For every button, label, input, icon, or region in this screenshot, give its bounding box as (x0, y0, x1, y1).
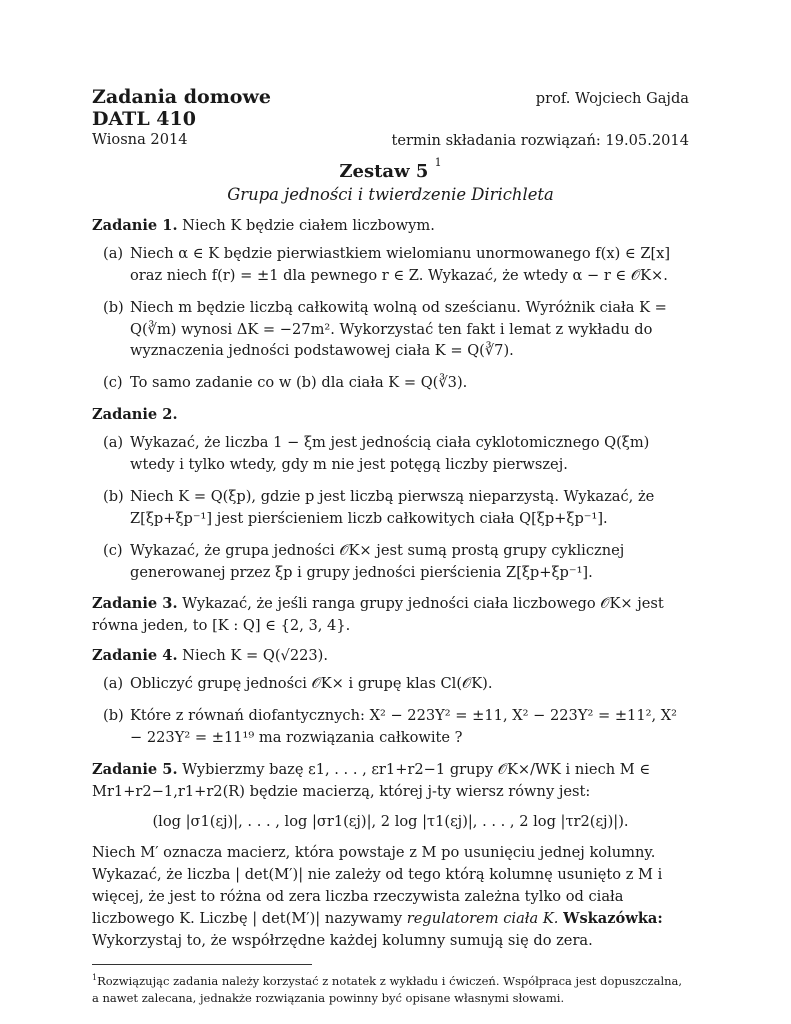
task-1 (92, 215, 689, 394)
hint-label: Wskazówka: (563, 910, 663, 928)
item-label: (a) (103, 675, 124, 693)
item-text: Niech m będzie liczbą całkowitą wolną od sześcianu. Wyróżnik ciała K = Q(∛m) wynosi ΔK = −27m². Wykorzystać ten fakt i lemat z wykładu do wyznaczenia jedności podstawowej ciała K = Q(∛7). (130, 298, 667, 360)
professor-name: prof. Wojciech Gajda (535, 90, 689, 107)
task-5 (92, 759, 689, 952)
task-4-heading: Zadanie 4. (92, 647, 178, 665)
task-5-body-text: Niech M′ oznacza macierz, która powstaje z M po usunięciu jednej kolumny. Wykazać, że liczba | det(M′)| nie zależy od tego którą kolumnę usunięto z M i więcej, że jest to różna od zera liczba rzeczywista zależna tylko od ciała liczbowego K. Liczbę | det(M′)| nazywamy (92, 844, 663, 928)
document-header (92, 86, 689, 148)
item-text: Które z równań diofantycznych: X² − 223Y² = ±11, X² − 223Y² = ±11², X² − 223Y² = ±11¹⁹ ma rozwiązania całkowite ? (130, 707, 677, 746)
hint-text: Wykorzystaj to, że współrzędne każdej kolumny sumują się do zera. (92, 932, 593, 950)
item-text: Niech K = Q(ξp), gdzie p jest liczbą pierwszą nieparzystą. Wykazać, że Z[ξp+ξp⁻¹] jest pierścieniem liczb całkowitych ciała Q[ξp+ξp⁻¹]. (130, 487, 655, 527)
item-label: (b) (103, 707, 124, 725)
footnote-reference: 1 (434, 156, 442, 169)
list-item (92, 705, 689, 749)
task-1-items (92, 243, 689, 394)
item-label: (b) (103, 298, 124, 316)
deadline: termin składania rozwiązań: 19.05.2014 (391, 132, 689, 149)
item-text: Wykazać, że grupa jedności 𝒪K× jest sumą prostą grupy cyklicznej generowanej przez ξp i grupy jedności pierścienia Z[ξp+ξp⁻¹]. (130, 541, 625, 581)
item-label: (a) (103, 244, 124, 262)
item-text: Niech α ∈ K będzie pierwiastkiem wielomianu unormowanego f(x) ∈ Z[x] oraz niech f(r) = ±1 dla pewnego r ∈ Z. Wykazać, że wtedy α − r ∈ 𝒪K×. (130, 244, 671, 284)
task-5-equation: (log |σ1(εj)|, . . . , log |σr1(εj)|, 2 log |τ1(εj)|, . . . , 2 log |τr2(εj)|). (152, 812, 629, 830)
list-item (92, 432, 689, 476)
task-5-heading: Zadanie 5. (92, 760, 178, 778)
semester: Wiosna 2014 (92, 131, 188, 148)
item-label: (c) (103, 541, 123, 559)
document-title: Zadania domowe (92, 86, 271, 108)
header-left (92, 86, 271, 150)
task-2-items (92, 432, 689, 583)
task-2 (92, 404, 689, 583)
task-5-intro: Wybierzmy bazę ε1, . . . , εr1+r2−1 grupy 𝒪K×/WK i niech M ∈ Mr1+r2−1,r1+r2(R) będzie macierzą, której j-ty wiersz równy jest: (92, 760, 651, 800)
task-1-heading: Zadanie 1. (92, 217, 178, 234)
task-2-heading: Zadanie 2. (92, 406, 178, 424)
list-item (92, 486, 689, 530)
document-page (92, 86, 689, 1007)
set-subtitle: Grupa jedności i twierdzenie Dirichleta (227, 185, 554, 204)
task-4 (92, 645, 689, 749)
footnote (92, 969, 689, 1007)
set-title (92, 156, 689, 183)
header-right (392, 88, 689, 152)
item-text: Wykazać, że liczba 1 − ξm jest jednością ciała cyklotomicznego Q(ξm) wtedy i tylko wtedy, gdy m nie jest potęgą liczby pierwszej. (130, 434, 650, 474)
item-text: To samo zadanie co w (b) dla ciała K = Q(∛3). (130, 374, 468, 392)
course-code: DATL 410 (92, 108, 196, 130)
task-3-intro: Wykazać, że jeśli ranga grupy jedności ciała liczbowego 𝒪K× jest równa jeden, to [K : Q] ∈ {2, 3, 4}. (92, 595, 664, 635)
item-label: (c) (103, 374, 123, 392)
task-4-intro: Niech K = Q(√223). (182, 647, 329, 665)
task-1-intro: Niech K będzie ciałem liczbowym. (182, 217, 435, 234)
item-label: (a) (103, 434, 124, 452)
item-label: (b) (103, 487, 124, 505)
task-5-body (92, 842, 689, 951)
set-title-block (92, 156, 689, 207)
set-title-text: Zestaw 5 (339, 161, 429, 182)
list-item (92, 243, 689, 287)
list-item (92, 673, 689, 695)
item-text: Obliczyć grupę jedności 𝒪K× i grupę klas Cl(𝒪K). (130, 675, 493, 693)
list-item (92, 540, 689, 584)
list-item (92, 372, 689, 394)
task-4-items (92, 673, 689, 749)
footnote-text: Rozwiązując zadania należy korzystać z notatek z wykładu i ćwiczeń. Współpraca jest dopuszczalna, a nawet zalecana, jednakże rozwiązania powinny być opisane własnymi słowami. (92, 973, 683, 1005)
list-item (92, 297, 689, 363)
task-3-heading: Zadanie 3. (92, 595, 178, 613)
footnote-mark: 1 (92, 972, 98, 982)
task-3 (92, 593, 689, 637)
task-5-term: regulatorem ciała K. (406, 910, 559, 928)
footnote-divider (92, 964, 312, 965)
